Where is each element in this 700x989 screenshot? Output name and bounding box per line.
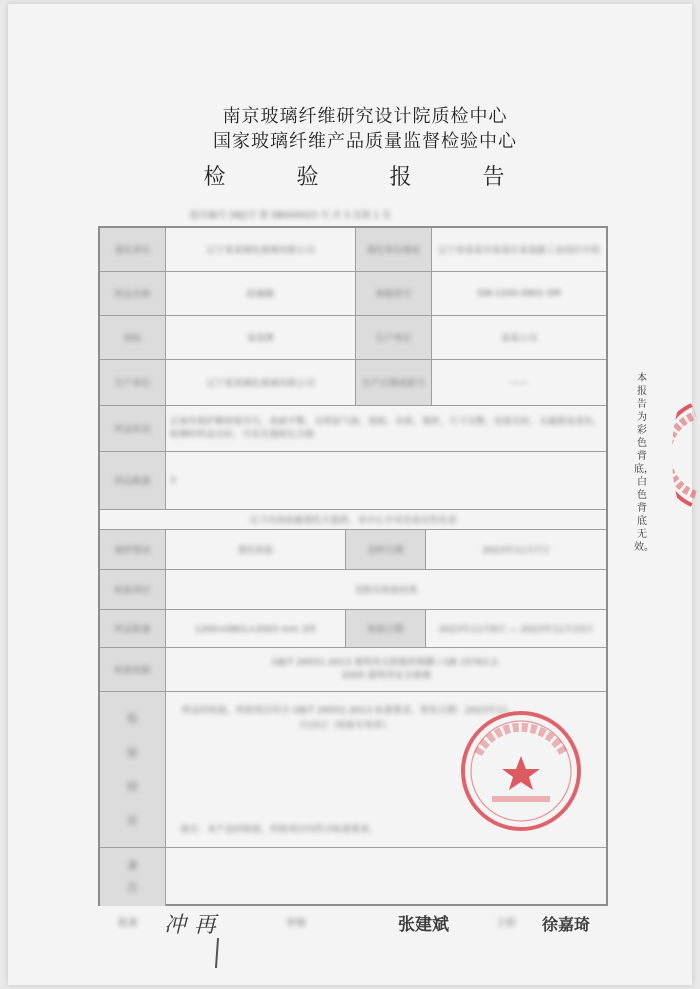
table-cell: 备注 (100, 848, 166, 906)
table-cell: 检验项目 (100, 570, 166, 609)
inspect-label: 主检 (496, 918, 516, 929)
signature-row (118, 908, 618, 938)
inspect-signature: 徐嘉琦 (542, 915, 591, 934)
table-cell: 委托单位地址 (356, 228, 432, 271)
table-row (100, 510, 606, 530)
table-cell: 商标 (100, 316, 166, 359)
table-cell: 样品状况 (100, 406, 166, 451)
table-row (100, 848, 606, 906)
side-note: 本报告为彩色背底，白色背底无效。 (634, 373, 654, 553)
table-cell: 委托检验 (166, 530, 346, 569)
institute-name: 南京玻璃纤维研究设计院质检中心 (222, 106, 508, 127)
table-cell: 规格型号 (356, 272, 432, 315)
table-cell: 抽样情况 (100, 530, 166, 569)
table-cell: 生产单位 (356, 316, 432, 359)
approve-label: 批准 (118, 918, 138, 929)
table-cell: 样品经检验，所检项目符合 GB/T 29551-2013 标准要求，签发日期：2023年11月15日（检验专用章） 备注：本产品经检验，所检项目均符合标准要求。 (180, 706, 509, 835)
table-cell (166, 848, 606, 906)
approve-signature: 冲再 (164, 913, 225, 938)
table-cell: 检验结论 (100, 692, 166, 847)
table-row (100, 570, 606, 610)
table-cell: 2023年11月8日 — 2023年11月15日 (438, 625, 594, 635)
table-cell: 某某牌 (166, 316, 356, 359)
center-name: 国家玻璃纤维产品质量监督检验中心 (213, 131, 517, 152)
table-cell: —— (510, 377, 528, 388)
report-meta: 报告编号 (WJ)字 第 SB000023 号 共 3 页第 1 页 (190, 211, 392, 220)
table-row (100, 530, 606, 570)
table-row (100, 406, 606, 452)
table-cell: 委托单位 (100, 228, 166, 271)
table-cell: 检验日期 (346, 610, 426, 647)
table-cell: 生产日期或批号 (356, 360, 432, 405)
report-title: 检 验 报 告 (203, 165, 537, 190)
table-cell: 生产单位 (100, 360, 166, 405)
table-cell: 辽宁某某钢化玻璃有限公司 (166, 228, 356, 271)
table-row (100, 648, 606, 692)
table-row (100, 610, 606, 648)
table-cell: 样品名称 (100, 272, 166, 315)
report-header (0, 104, 700, 194)
table-row (100, 316, 606, 360)
table-row (100, 360, 606, 406)
table-cell: 辽宁某某钢化玻璃有限公司 (166, 360, 356, 405)
table-cell: SW-1200-0801-SM (477, 288, 561, 299)
table-cell: 2023年11月7日 (482, 546, 550, 556)
table-cell: 以下内容依据委托方提供，本中心不对其真实性负责 (249, 516, 457, 526)
table-row (100, 272, 606, 316)
table-cell: 正面有保护膜厚度均匀，表面平整，无明显气泡、划痕、杂质、皱折，尺寸完整，包装完好，无破损及变色，检测时样品完好，可见光透射比合格 (170, 416, 602, 440)
table-cell: 见附页检验结果 (354, 586, 418, 596)
table-cell: 检验依据 (100, 648, 166, 691)
table-cell: 防爆膜 (166, 272, 356, 315)
table-cell: 辽宁省某某市某某区某某路工业园区中段 (437, 246, 600, 256)
table-cell: 1200×0801×2003 mm 3块 (166, 610, 346, 647)
table-cell: 3 (170, 475, 176, 486)
table-cell: GB/T 29551-2013 建筑用太阳能控制膜 / GB 15763.2-2005 建筑用安全玻璃 (271, 657, 501, 681)
review-label: 审核 (286, 918, 306, 929)
table-row (100, 228, 606, 272)
table-cell: 样品批量 (100, 610, 166, 647)
edge-seal-stamp (672, 400, 700, 510)
table-cell: 样品数量 (100, 452, 166, 509)
official-seal-stamp (456, 706, 586, 836)
table-cell: 某某公司 (500, 334, 537, 344)
table-cell: 送样日期 (346, 530, 426, 569)
review-signature: 张建斌 (398, 915, 449, 935)
table-row (100, 452, 606, 510)
